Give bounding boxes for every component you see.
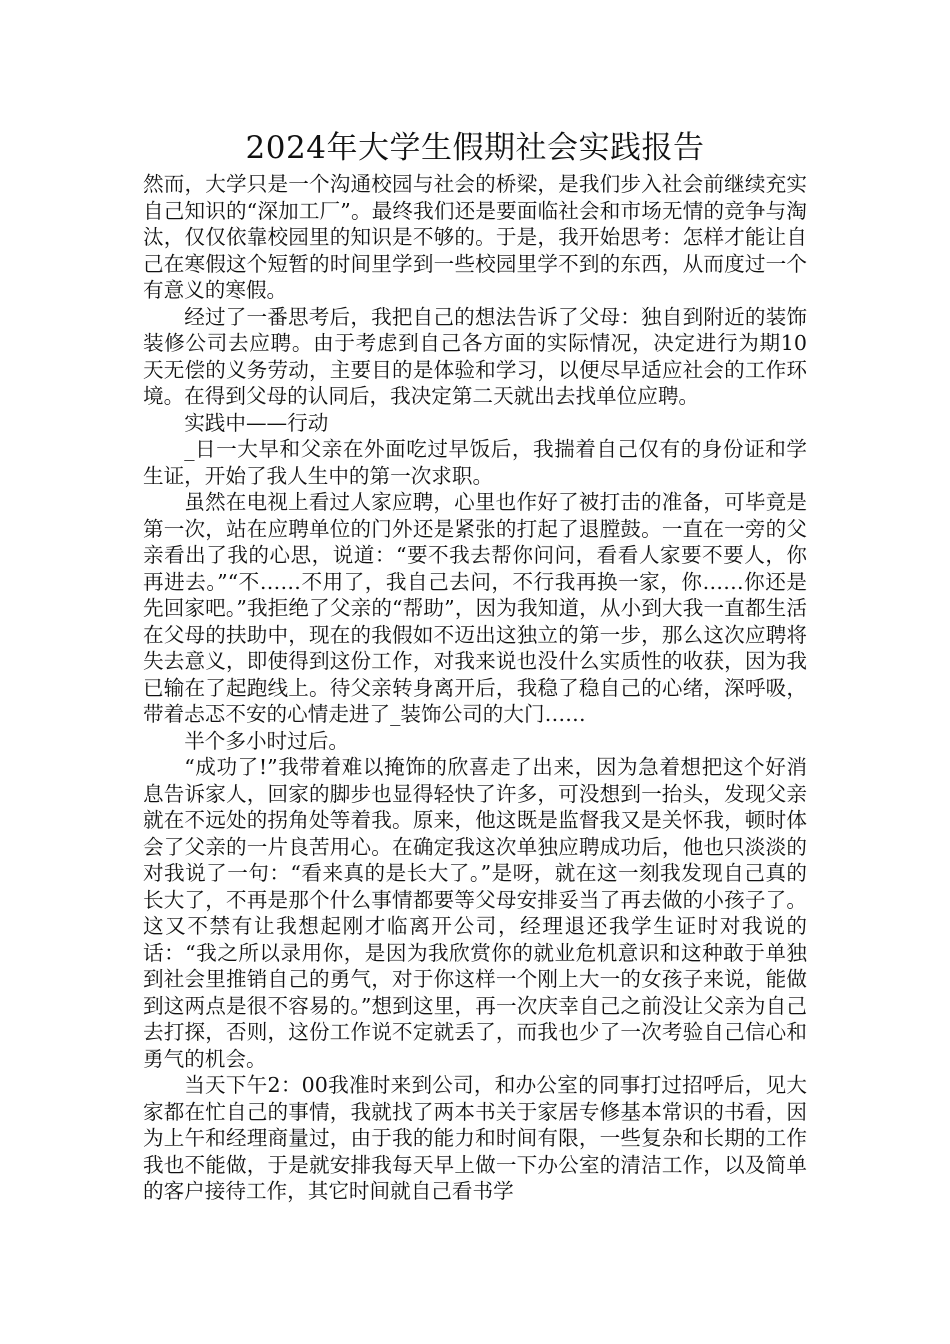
- document-body: [143, 171, 807, 1205]
- paragraph-6: “成功了!”我带着难以掩饰的欣喜走了出来，因为急着想把这个好消息告诉家人，回家的脚步也显得轻快了许多，可没想到一抬头，发现父亲就在不远处的拐角处等着我。原来，他这既是监督我又是关怀我，顿时体会了父亲的一片良苦用心。在确定我这次单独应聘成功后，他也只淡淡的对我说了一句：“看来真的是长大了。”是呀，就在这一刻我发现自己真的长大了，不再是那个什么事情都要等父母安排妥当了再去做的小孩子了。这又不禁有让我想起刚才临离开公司，经理退还我学生证时对我说的话：“我之所以录用你，是因为我欣赏你的就业危机意识和这种敢于单独到社会里推销自己的勇气，对于你这样一个刚上大一的女孩子来说，能做到这两点是很不容易的。”想到这里，再一次庆幸自己之前没让父亲为自己去打探，否则，这份工作说不定就丢了，而我也少了一次考验自己信心和勇气的机会。: [143, 755, 807, 1071]
- paragraph-7: 当天下午2：00我准时来到公司，和办公室的同事打过招呼后，见大家都在忙自己的事情，我就找了两本书关于家居专修基本常识的书看，因为上午和经理商量过，由于我的能力和时间有限，一些复杂和长期的工作我也不能做，于是就安排我每天早上做一下办公室的清洁工作，以及简单的客户接待工作，其它时间就自己看书学: [143, 1073, 807, 1203]
- paragraph-1: 然而，大学只是一个沟通校园与社会的桥梁，是我们步入社会前继续充实自己知识的“深加工厂”。最终我们还是要面临社会和市场无情的竞争与淘汰，仅仅依靠校园里的知识是不够的。于是，我开始思考：怎样才能让自己在寒假这个短暂的时间里学到一些校园里学不到的东西，从而度过一个有意义的寒假。: [143, 172, 807, 302]
- paragraph-2: 经过了一番思考后，我把自己的想法告诉了父母：独自到附近的装饰装修公司去应聘。由于考虑到自己各方面的实际情况，决定进行为期10天无偿的义务劳动，主要目的是体验和学习，以便尽早适应社会的工作环境。在得到父母的认同后，我决定第二天就出去找单位应聘。: [143, 304, 807, 408]
- paragraph-3: _日一大早和父亲在外面吃过早饭后，我揣着自己仅有的身份证和学生证，开始了我人生中的第一次求职。: [143, 437, 807, 488]
- document-title: 2024年大学生假期社会实践报告: [245, 130, 705, 166]
- paragraph-4: 虽然在电视上看过人家应聘，心里也作好了被打击的准备，可毕竟是第一次，站在应聘单位的门外还是紧张的打起了退膛鼓。一直在一旁的父亲看出了我的心思，说道：“要不我去帮你问问，看看人家要不要人，你再进去。”“不……不用了，我自己去问，不行我再换一家，你……你还是先回家吧。”我拒绝了父亲的“帮助”，因为我知道，从小到大我一直都生活在父母的扶助中，现在的我假如不迈出这独立的第一步，那么这次应聘将失去意义，即使得到这份工作，对我来说也没什么实质性的收获，因为我已输在了起跑线上。待父亲转身离开后，我稳了稳自己的心绪，深呼吸，带着忐忑不安的心情走进了_装饰公司的大门……: [143, 490, 807, 726]
- section-heading: 实践中——行动: [184, 410, 329, 435]
- paragraph-5: 半个多小时过后。: [184, 728, 349, 753]
